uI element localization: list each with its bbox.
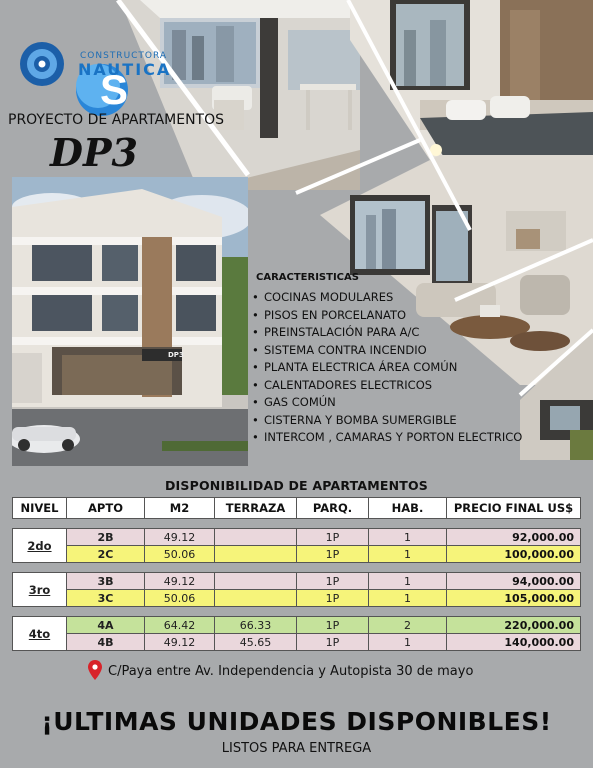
- brand-top-text: CONSTRUCTORA: [80, 51, 168, 61]
- m2-cell: 49.12: [145, 634, 215, 651]
- availability-title: DISPONIBILIDAD DE APARTAMENTOS: [164, 478, 429, 493]
- hab-cell: 2: [369, 617, 447, 634]
- terraza-cell: 45.65: [215, 634, 297, 651]
- precio-cell: 220,000.00: [447, 617, 581, 634]
- header-apto: APTO: [67, 498, 145, 519]
- apto-cell: 2B: [67, 529, 145, 546]
- address-text: C/Paya entre Av. Independencia y Autopista 30 de mayo: [108, 664, 474, 679]
- terraza-cell: [215, 529, 297, 546]
- apto-cell: 4A: [67, 617, 145, 634]
- parq-cell: 1P: [297, 634, 369, 651]
- precio-cell: 94,000.00: [447, 573, 581, 590]
- m2-cell: 64.42: [145, 617, 215, 634]
- logo-letter: S: [99, 66, 128, 113]
- project-label: PROYECTO DE APARTAMENTOS: [8, 112, 225, 128]
- m2-cell: 50.06: [145, 590, 215, 607]
- table-row: [13, 617, 581, 634]
- feature-item: • CISTERNA Y BOMBA SUMERGIBLE: [252, 412, 552, 430]
- features-section: [252, 272, 552, 447]
- header-terraza: TERRAZA: [215, 498, 297, 519]
- brand-name: NAUTICA: [78, 60, 172, 79]
- terraza-cell: [215, 573, 297, 590]
- project-name: DP3: [50, 130, 138, 175]
- m2-cell: 49.12: [145, 573, 215, 590]
- precio-cell: 105,000.00: [447, 590, 581, 607]
- table-row: [13, 590, 581, 607]
- building-sign: DP3: [168, 351, 184, 359]
- precio-cell: 140,000.00: [447, 634, 581, 651]
- apto-cell: 4B: [67, 634, 145, 651]
- table-row: [13, 573, 581, 590]
- apto-cell: 3C: [67, 590, 145, 607]
- feature-item: • PISOS EN PORCELANATO: [252, 307, 552, 325]
- parq-cell: 1P: [297, 529, 369, 546]
- feature-item: • PLANTA ELECTRICA ÁREA COMÚN: [252, 359, 552, 377]
- table-row: [13, 529, 581, 546]
- terraza-cell: [215, 590, 297, 607]
- m2-cell: 49.12: [145, 529, 215, 546]
- subheadline: LISTOS PARA ENTREGA: [221, 741, 372, 756]
- nivel-cell: 4to: [13, 617, 67, 651]
- table-row: [13, 634, 581, 651]
- parq-cell: 1P: [297, 617, 369, 634]
- table-row: [13, 546, 581, 563]
- parq-cell: 1P: [297, 590, 369, 607]
- features-title: CARACTERISTICAS: [256, 272, 359, 283]
- feature-item: • CALENTADORES ELECTRICOS: [252, 377, 552, 395]
- building-render: [12, 177, 248, 466]
- availability-table: [12, 497, 581, 651]
- feature-item: • PREINSTALACIÓN PARA A/C: [252, 324, 552, 342]
- header-nivel: NIVEL: [13, 498, 67, 519]
- header-precio: PRECIO FINAL US$: [447, 498, 581, 519]
- hab-cell: 1: [369, 529, 447, 546]
- feature-item: • SISTEMA CONTRA INCENDIO: [252, 342, 552, 360]
- nivel-cell: 3ro: [13, 573, 67, 607]
- apto-cell: 3B: [67, 573, 145, 590]
- feature-item: • INTERCOM , CAMARAS Y PORTON ELECTRICO: [252, 429, 552, 447]
- features-list: [252, 289, 552, 447]
- location-pin-icon: [88, 660, 102, 680]
- precio-cell: 100,000.00: [447, 546, 581, 563]
- header-hab: HAB.: [369, 498, 447, 519]
- feature-item: • COCINAS MODULARES: [252, 289, 552, 307]
- precio-cell: 92,000.00: [447, 529, 581, 546]
- hab-cell: 1: [369, 546, 447, 563]
- hab-cell: 1: [369, 634, 447, 651]
- headline: ¡ULTIMAS UNIDADES DISPONIBLES!: [41, 707, 552, 736]
- parq-cell: 1P: [297, 573, 369, 590]
- header-m2: M2: [145, 498, 215, 519]
- terraza-cell: [215, 546, 297, 563]
- terraza-cell: 66.33: [215, 617, 297, 634]
- hab-cell: 1: [369, 573, 447, 590]
- nivel-cell: 2do: [13, 529, 67, 563]
- m2-cell: 50.06: [145, 546, 215, 563]
- apto-cell: 2C: [67, 546, 145, 563]
- header-parq: PARQ.: [297, 498, 369, 519]
- parq-cell: 1P: [297, 546, 369, 563]
- table-header-row: [13, 498, 581, 519]
- hab-cell: 1: [369, 590, 447, 607]
- feature-item: • GAS COMÚN: [252, 394, 552, 412]
